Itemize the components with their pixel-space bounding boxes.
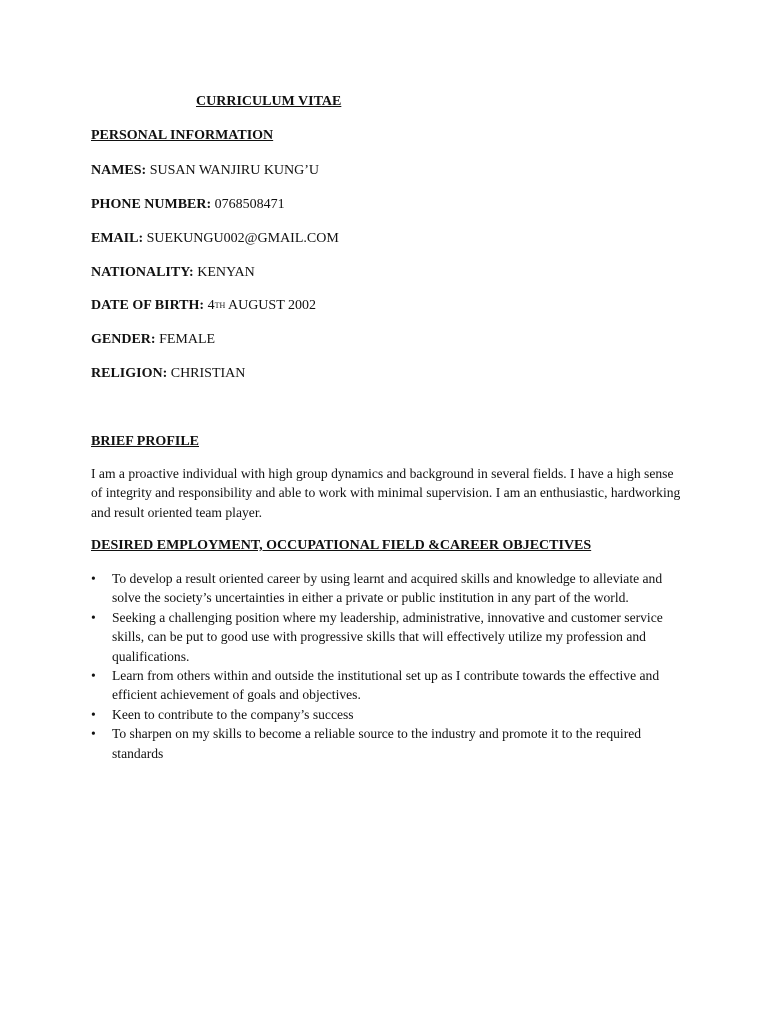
dob-rest: AUGUST 2002 bbox=[225, 298, 317, 313]
objectives-list bbox=[91, 569, 691, 763]
objective-text: Keen to contribute to the company’s success bbox=[112, 706, 354, 722]
religion-value: CHRISTIAN bbox=[167, 366, 246, 381]
list-item bbox=[91, 705, 691, 724]
religion-label: RELIGION: bbox=[91, 366, 168, 381]
document-title: CURRICULUM VITAE bbox=[196, 94, 342, 109]
nationality-label: NATIONALITY: bbox=[91, 265, 194, 280]
objective-text: To develop a result oriented career by using learnt and acquired skills and knowledge to alleviate and solve the society’s uncertainties in either a private or public institution in any part of the world. bbox=[112, 571, 663, 606]
brief-profile-heading: BRIEF PROFILE bbox=[91, 434, 199, 449]
email-label: EMAIL: bbox=[91, 231, 144, 246]
list-item bbox=[91, 724, 691, 763]
personal-information-heading: PERSONAL INFORMATION bbox=[91, 128, 274, 143]
phone-label: PHONE NUMBER: bbox=[91, 197, 212, 212]
gender-label: GENDER: bbox=[91, 332, 156, 347]
gender-row bbox=[91, 331, 215, 349]
brief-profile-text: I am a proactive individual with high group dynamics and background in several fields. I have a high sense of integrity and responsibility and able to work with minimal supervision. I am an enthusiastic, hardworking and result oriented team player. bbox=[91, 466, 681, 520]
gender-value: FEMALE bbox=[155, 332, 216, 347]
bullet-icon: • bbox=[91, 668, 96, 684]
names-label: NAMES: bbox=[91, 163, 147, 178]
religion-row bbox=[91, 365, 245, 383]
objective-text: Seeking a challenging position where my leadership, administrative, innovative and customer service skills, can be put to good use with progressive skills that will effectively utilize my profession and qualifications. bbox=[112, 609, 663, 664]
email-row bbox=[91, 230, 339, 248]
objectives-heading: DESIRED EMPLOYMENT, OCCUPATIONAL FIELD &CAREER OBJECTIVES bbox=[91, 538, 592, 553]
nationality-row bbox=[91, 264, 255, 282]
phone-value: 0768508471 bbox=[211, 197, 285, 212]
objective-text: To sharpen on my skills to become a reliable source to the industry and promote it to the required standards bbox=[112, 726, 642, 761]
objective-text: Learn from others within and outside the institutional set up as I contribute towards the effective and efficient achievement of goals and objectives. bbox=[112, 668, 660, 703]
bullet-icon: • bbox=[91, 571, 96, 586]
list-item bbox=[91, 666, 691, 705]
dob-row bbox=[91, 297, 316, 315]
nationality-value: KENYAN bbox=[193, 265, 255, 280]
dob-label: DATE OF BIRTH: bbox=[91, 298, 205, 313]
bullet-icon: • bbox=[91, 726, 96, 742]
list-item bbox=[91, 569, 691, 608]
names-value: SUSAN WANJIRU KUNG’U bbox=[146, 163, 320, 178]
dob-suffix: TH bbox=[214, 301, 226, 310]
bullet-icon: • bbox=[91, 706, 96, 722]
email-value: SUEKUNGU002@GMAIL.COM bbox=[143, 231, 339, 246]
dob-day: 4 bbox=[204, 298, 215, 313]
bullet-icon: • bbox=[91, 609, 96, 625]
list-item bbox=[91, 608, 691, 666]
names-row bbox=[91, 162, 319, 180]
phone-row bbox=[91, 196, 285, 214]
